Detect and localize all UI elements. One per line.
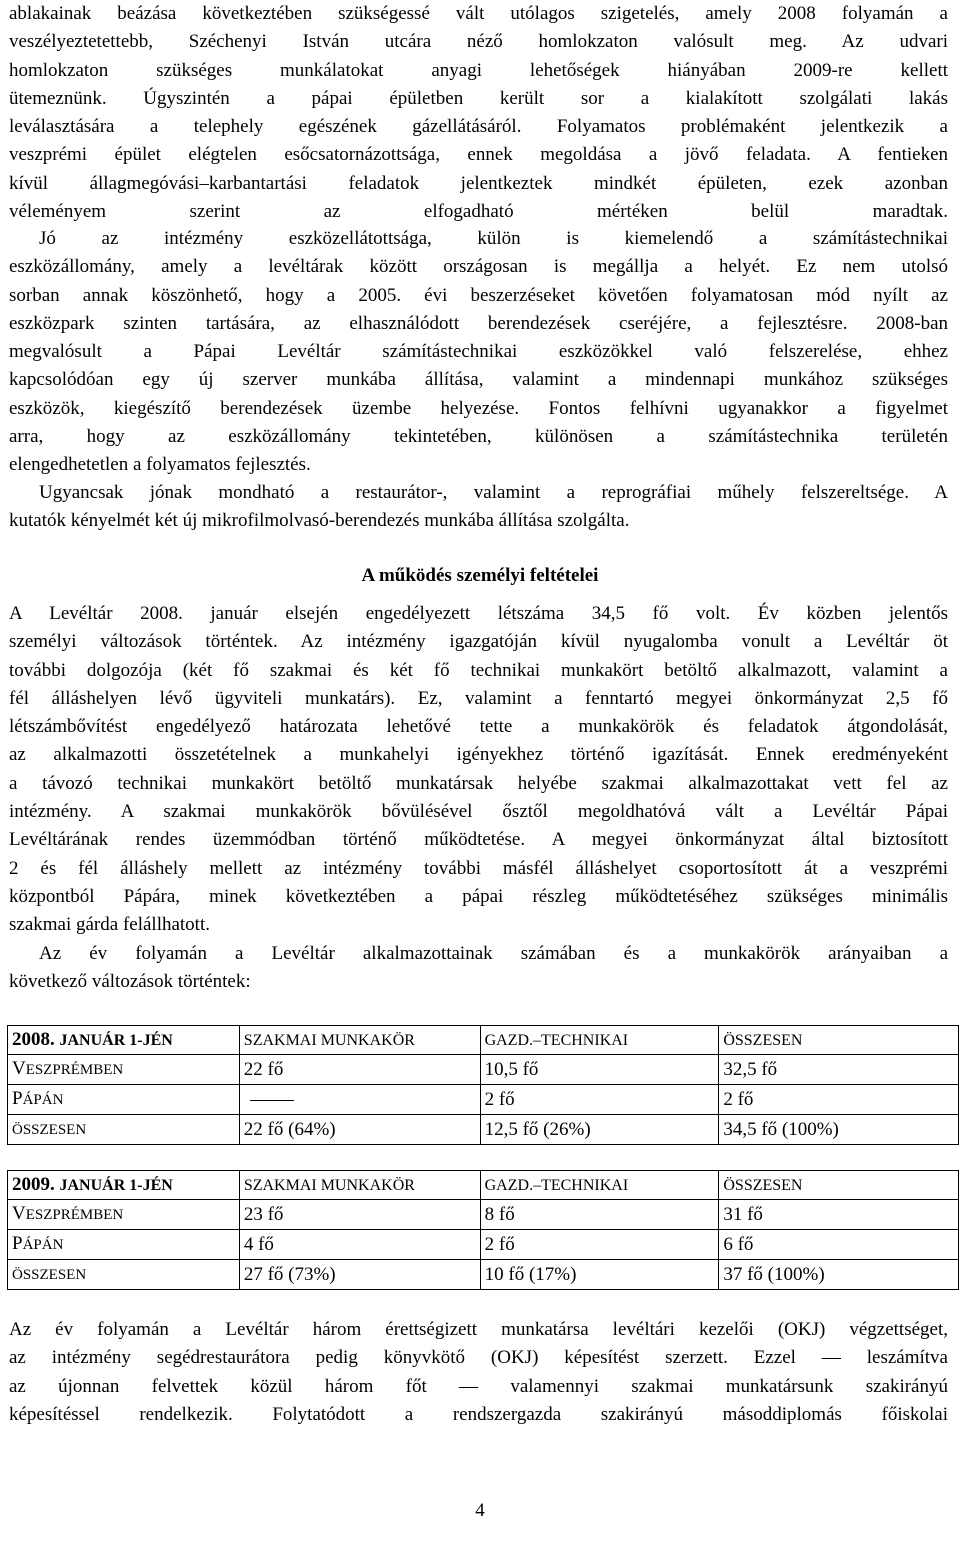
text-line: ablakainak beázása következtében szükségessé vált utólagos szigetelés, amely 2008 folyamán a: [9, 3, 948, 24]
table-row: [8, 1260, 959, 1290]
text-line: 2 és fél álláshely mellett az intézmény további másfél álláshelyet csoportosított át a veszprémi: [9, 857, 948, 879]
paragraph-building-maintenance: [9, 0, 948, 226]
table-cell: 10 fő (17%): [480, 1260, 719, 1290]
row-label-text: ÁPÁN: [22, 1092, 64, 1108]
row-label: [8, 1200, 240, 1230]
header-date-cell: [8, 1026, 240, 1055]
header-date-label: JANUÁR 1-JÉN: [59, 1032, 173, 1049]
text-line: fél álláshelyen lévő ügyviteli munkatárs). Ez, valamint a fenntartó megyei önkormányzat 2,5 fő: [9, 687, 948, 709]
table-cell: 2 fő: [719, 1085, 959, 1115]
table-cell: 12,5 fő (26%): [480, 1115, 719, 1145]
text-line: eszközállomány, amely a levéltárak között országosan is megállja a helyét. Ez nem utolsó: [9, 256, 948, 278]
text-line: A Levéltár 2008. január elsején engedélyezett létszáma 34,5 fő volt. Év közben jelentős: [9, 603, 948, 624]
text-line: véleményem szerint az elfogadható mértéken belül maradtak.: [9, 201, 948, 223]
text-line: veszprémi épület elégtelen esőcsatornázottsága, ennek megoldása a jövő feladata. A fentieken: [9, 144, 948, 166]
row-label-text: ÁPÁN: [22, 1237, 64, 1253]
staff-table-2008: [7, 1025, 959, 1145]
text-line: Az év folyamán a Levéltár alkalmazottainak számában és a munkakörök arányaiban a: [39, 943, 948, 964]
table-cell: 27 fő (73%): [239, 1260, 480, 1290]
em-dash-mark: [250, 1100, 294, 1101]
table-cell: 8 fő: [480, 1200, 719, 1230]
column-header: SZAKMAI MUNKAKÖR: [239, 1026, 480, 1055]
table-cell: 22 fő (64%): [239, 1115, 480, 1145]
paragraph-staffing: [9, 600, 948, 940]
row-label-initial: P: [12, 1088, 23, 1109]
text-line: Az év folyamán a Levéltár három érettségizett munkatársa levéltári kezelői (OKJ) végzettséget,: [9, 1319, 948, 1340]
table-cell: 4 fő: [239, 1230, 480, 1260]
table-cell: 37 fő (100%): [719, 1260, 959, 1290]
table-row: [8, 1085, 959, 1115]
header-year: 2008.: [12, 1029, 55, 1050]
text-line: kutatók kényelmét két új mikrofilmolvasó-berendezés munkába állítása szolgálta.: [9, 510, 630, 532]
paragraph-equipment: [9, 225, 948, 480]
text-line: eszközpark szinten tartására, az elhasználódott berendezések cseréjére, a fejlesztésre. 2008-ban: [9, 312, 948, 334]
table-row: [8, 1055, 959, 1085]
text-line: az újonnan felvettek közül három főt — valamennyi szakmai munkatársunk szakirányú: [9, 1375, 948, 1397]
text-line: központból Pápára, minek következtében a pápai részleg működtetéséhez szükséges minimális: [9, 885, 948, 907]
table-cell: 10,5 fő: [480, 1055, 719, 1085]
text-line: az intézmény segédrestaurátora pedig könyvkötő (OKJ) képesítést szerzett. Ezzel — leszámítva: [9, 1347, 948, 1369]
text-line: az alkalmazotti összetételnek a munkahelyi igényekhez történő igazítását. Ennek eredményeként: [9, 744, 948, 766]
text-line: következő változások történtek:: [9, 971, 251, 993]
row-label: [8, 1115, 240, 1145]
text-line: leválasztására a telephely egészének gázellátásáról. Folyamatos problémaként jelentkezik a: [9, 116, 948, 138]
text-line: további dolgozója (két fő szakmai és két fő technikai munkakört betöltő alkalmazott, valamint a: [9, 659, 948, 681]
header-date-label: JANUÁR 1-JÉN: [59, 1177, 173, 1194]
row-label: [8, 1085, 240, 1115]
row-label-initial: V: [12, 1203, 26, 1224]
table-cell: 23 fő: [239, 1200, 480, 1230]
column-header: ÖSSZESEN: [719, 1171, 959, 1200]
table-row: [8, 1115, 959, 1145]
text-line: Jó az intézmény eszközellátottsága, külön is kiemelendő a számítástechnikai: [39, 228, 948, 249]
table-row: [8, 1200, 959, 1230]
text-line: szakmai gárda felállhatott.: [9, 914, 210, 936]
table-cell: 2 fő: [480, 1230, 719, 1260]
paragraph-workshops: [9, 479, 948, 536]
text-line: intézmény. A szakmai munkakörök bővülésével ősztől megoldhatóvá vált a Levéltár Pápai: [9, 801, 948, 823]
text-line: személyi változások történtek. Az intézmény igazgatóján kívül nyugalomba vonult a Levéltár öt: [9, 631, 948, 653]
text-line: sorban annak köszönhető, hogy a 2005. évi beszerzéseket követően folyamatosan mód nyílt az: [9, 284, 948, 306]
header-year: 2009.: [12, 1174, 55, 1195]
row-label-text: ÖSSZESEN: [12, 1267, 87, 1283]
table-cell: 31 fő: [719, 1200, 959, 1230]
text-line: létszámbővítést engedélyező határozata lehetővé tette a munkakörök és feladatok átgondolását,: [9, 716, 948, 738]
column-header: GAZD.–TECHNIKAI: [480, 1171, 719, 1200]
text-line: a távozó technikai munkakört betöltő munkatársak helyébe szakmai alkalmazottakat vett fel az: [9, 772, 948, 794]
text-line: Levéltárának rendes üzemmódban történő működtetése. A megyei önkormányzat által biztosított: [9, 829, 948, 851]
staff-table-2009: [7, 1170, 959, 1290]
row-label-text: ESZPRÉMBEN: [25, 1207, 124, 1223]
text-line: képesítéssel rendelkezik. Folytatódott a rendszergazda szakirányú másoddiplomás főiskolai: [9, 1403, 948, 1425]
section-heading: A működés személyi feltételei: [361, 565, 599, 586]
text-line: eszközök, kiegészítő berendezések üzembe helyezése. Fontos felhívni ugyanakkor a figyelmet: [9, 397, 948, 419]
text-line: Ugyancsak jónak mondható a restaurátor-, valamint a reprográfiai műhely felszereltsége. A: [39, 482, 948, 503]
row-label: [8, 1230, 240, 1260]
table-cell: 6 fő: [719, 1230, 959, 1260]
table-header-row: [8, 1026, 959, 1055]
table-cell: 34,5 fő (100%): [719, 1115, 959, 1145]
column-header: ÖSSZESEN: [719, 1026, 959, 1055]
column-header: SZAKMAI MUNKAKÖR: [239, 1171, 480, 1200]
table-cell: 2 fő: [480, 1085, 719, 1115]
text-line: megvalósult a Pápai Levéltár számítástechnikai eszközökkel való felszerelése, ehhez: [9, 341, 948, 363]
table-header-row: [8, 1171, 959, 1200]
row-label-text: ESZPRÉMBEN: [25, 1062, 124, 1078]
table-cell: [239, 1085, 480, 1115]
row-label: [8, 1055, 240, 1085]
row-label: [8, 1260, 240, 1290]
text-line: kívül állagmegóvási–karbantartási feladatok jelentkeztek mindkét épületen, ezek azonban: [9, 172, 948, 194]
header-date-cell: [8, 1171, 240, 1200]
row-label-text: ÖSSZESEN: [12, 1122, 87, 1138]
paragraph-qualifications: [9, 1316, 948, 1429]
table-cell: 22 fő: [239, 1055, 480, 1085]
paragraph-changes-intro: [9, 940, 948, 997]
text-line: arra, hogy az eszközállomány tekintetében, különösen a számítástechnika területén: [9, 426, 948, 448]
column-header: GAZD.–TECHNIKAI: [480, 1026, 719, 1055]
text-line: elengedhetetlen a folyamatos fejlesztés.: [9, 454, 311, 476]
table-cell: 32,5 fő: [719, 1055, 959, 1085]
text-line: ütemeznünk. Úgyszintén a pápai épületben került sor a kialakított szolgálati lakás: [9, 87, 948, 109]
text-line: veszélyeztetettebb, Széchenyi István utcára néző homlokzaton valósult meg. Az udvari: [9, 31, 948, 53]
page-number: 4: [475, 1500, 485, 1521]
text-line: homlokzaton szükséges munkálatokat anyagi lehetőségek hiányában 2009-re kellett: [9, 59, 948, 81]
text-line: kapcsolódóan egy új szerver munkába állítása, valamint a mindennapi munkához szükséges: [9, 369, 948, 391]
table-row: [8, 1230, 959, 1260]
row-label-initial: V: [12, 1058, 26, 1079]
row-label-initial: P: [12, 1233, 23, 1254]
